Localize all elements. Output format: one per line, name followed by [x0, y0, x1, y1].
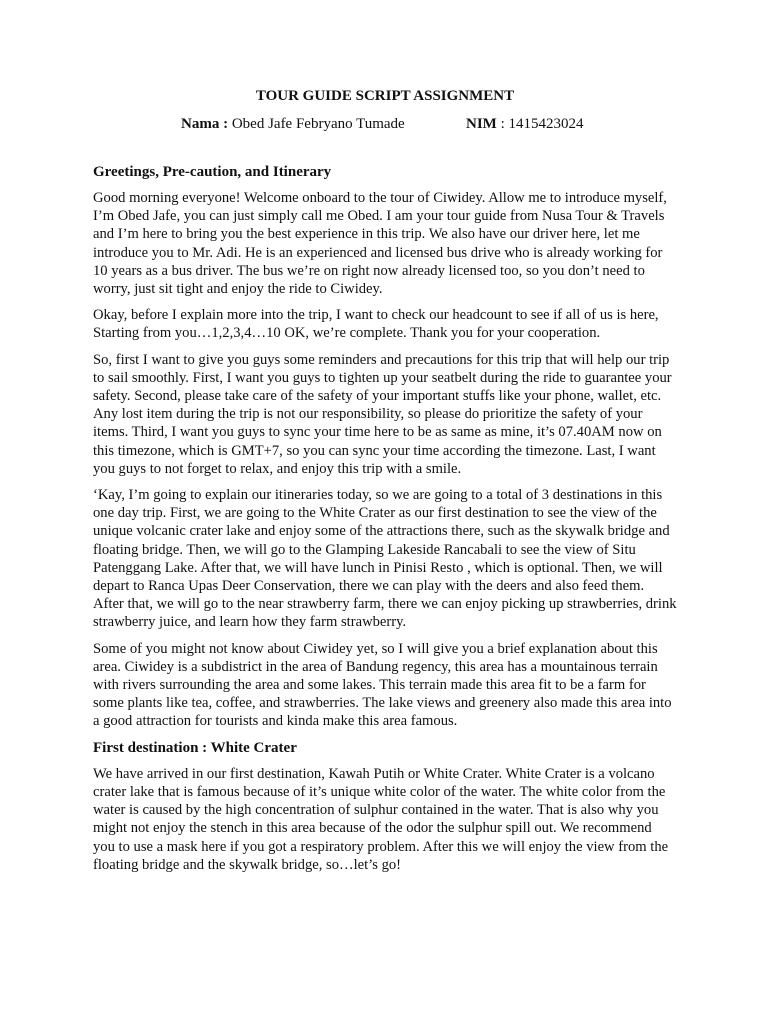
- document-page: [93, 86, 677, 882]
- paragraph: We have arrived in our first destination, Kawah Putih or White Crater. White Crater is a volcano crater lake that is famous because of it’s unique white color of the water. The white color from the water is caused by the high concentration of sulphur contained in the water. That is also why you might not enjoy the stench in this area because of the odor the sulphur spill out. We recommend you to use a mask here if you got a respiratory problem. After this we will enjoy the view from the floating bridge and the skywalk bridge, so…let’s go!: [93, 765, 669, 873]
- student-identity: [93, 114, 677, 134]
- paragraph: ‘Kay, I’m going to explain our itineraries today, so we are going to a total of 3 destinations in this one day trip. First, we are going to the White Crater as our first destination to see the view of the unique volcanic crater lake and enjoy some of the attractions there, such as the skywalk bridge and floating bridge. Then, we will go to the Glamping Lakeside Rancabali to see the view of Situ Patenggang Lake. After that, we will have lunch in Pinisi Resto , which is optional. Then, we will depart to Ranca Upas Deer Conservation, there we can play with the deers and also feed them. After that, we will go to the near strawberry farm, there we can enjoy picking up strawberries, drink strawberry juice, and learn how they farm strawberry.: [93, 487, 677, 631]
- paragraph: Some of you might not know about Ciwidey yet, so I will give you a brief explanation about this area. Ciwidey is a subdistrict in the area of Bandung regency, this area has a mountainous terrain with rivers surrounding the area and some lakes. This terrain made this area fit to be a farm for some plants like tea, coffee, and strawberries. The lake views and greenery also made this area into a good attraction for tourists and kinda make this area famous.: [93, 640, 672, 730]
- student-id-line: [466, 114, 584, 134]
- section-greetings: [93, 163, 677, 731]
- nama-label: Nama :: [181, 116, 229, 132]
- document-title: TOUR GUIDE SCRIPT ASSIGNMENT: [255, 88, 515, 104]
- nama-value: Obed Jafe Febryano Tumade: [231, 116, 405, 132]
- section-heading: First destination : White Crater: [93, 739, 297, 756]
- paragraph: So, first I want to give you guys some reminders and precautions for this trip that will help our trip to sail smoothly. First, I want you guys to tighten up your seatbelt during the ride to guarantee your safety. Second, please take care of the safety of your important stuffs like your phone, wallet, etc. Any lost item during the trip is not our responsibility, so please do prioritize the safety of your items. Third, I want you guys to sync your time here to be as same as mine, it’s 07.40AM now on this timezone, which is GMT+7, so you can sync your time according the timezone. Last, I want you guys to not forget to relax, and enjoy this trip with a smile.: [93, 351, 672, 477]
- nim-value: : 1415423024: [500, 116, 584, 132]
- paragraph: Okay, before I explain more into the trip, I want to check our headcount to see if all of us is here, Starting from you…1,2,3,4…10 OK, we’re complete. Thank you for your cooperation.: [93, 307, 659, 342]
- paragraph: Good morning everyone! Welcome onboard to the tour of Ciwidey. Allow me to introduce myself, I’m Obed Jafe, you can just simply call me Obed. I am your tour guide from Nusa Tour & Travels and I’m here to bring you the best experience in this trip. We also have our driver here, let me introduce you to Mr. Adi. He is an experienced and licensed bus drive who is already working for 10 years as a bus driver. The bus we’re on right now already licensed too, so you don’t need to worry, just sit tight and enjoy the ride to Ciwidey.: [93, 190, 667, 298]
- section-heading: Greetings, Pre-caution, and Itinerary: [93, 164, 332, 180]
- section-first-destination: [93, 739, 677, 874]
- nim-label: NIM: [466, 116, 497, 132]
- student-name-line: [181, 114, 405, 134]
